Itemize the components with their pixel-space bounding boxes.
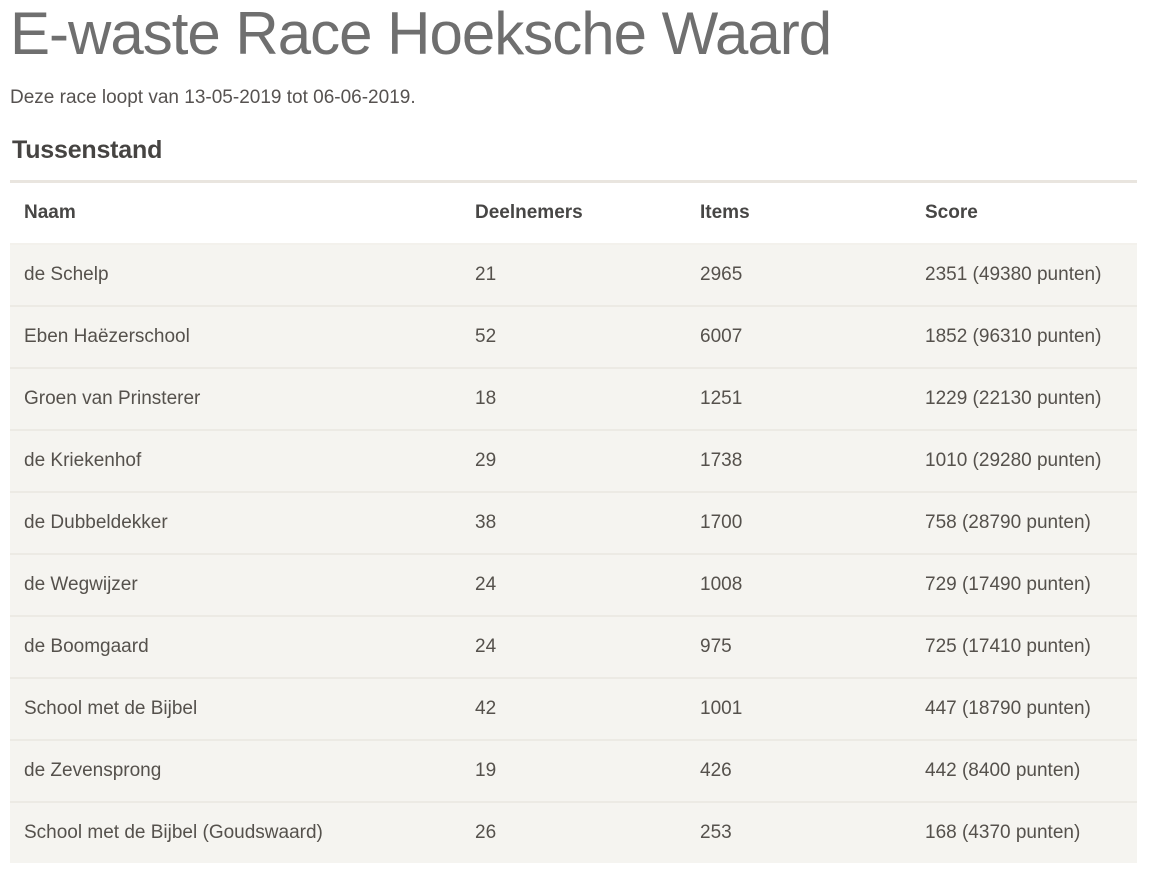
column-header-score: Score <box>911 182 1137 245</box>
table-row <box>10 554 1137 616</box>
cell-score: 1852 (96310 punten) <box>911 306 1137 368</box>
cell-items: 6007 <box>686 306 911 368</box>
cell-deelnemers: 24 <box>461 554 686 616</box>
table-row <box>10 368 1137 430</box>
table-row <box>10 678 1137 740</box>
cell-naam: de Boomgaard <box>10 616 461 678</box>
standings-table-body <box>10 244 1137 863</box>
cell-naam: de Kriekenhof <box>10 430 461 492</box>
cell-naam: Eben Haëzerschool <box>10 306 461 368</box>
column-header-naam: Naam <box>10 182 461 245</box>
cell-items: 253 <box>686 802 911 863</box>
cell-score: 729 (17490 punten) <box>911 554 1137 616</box>
cell-naam: de Dubbeldekker <box>10 492 461 554</box>
cell-score: 725 (17410 punten) <box>911 616 1137 678</box>
cell-deelnemers: 38 <box>461 492 686 554</box>
table-row <box>10 616 1137 678</box>
race-dates-text: Deze race loopt van 13-05-2019 tot 06-06-2019. <box>10 87 416 108</box>
cell-score: 447 (18790 punten) <box>911 678 1137 740</box>
cell-items: 2965 <box>686 244 911 306</box>
cell-deelnemers: 18 <box>461 368 686 430</box>
cell-score: 168 (4370 punten) <box>911 802 1137 863</box>
table-row <box>10 492 1137 554</box>
cell-naam: Groen van Prinsterer <box>10 368 461 430</box>
column-header-items: Items <box>686 182 911 245</box>
cell-score: 2351 (49380 punten) <box>911 244 1137 306</box>
table-row <box>10 244 1137 306</box>
page <box>0 2 1146 863</box>
cell-deelnemers: 24 <box>461 616 686 678</box>
cell-score: 1229 (22130 punten) <box>911 368 1137 430</box>
table-row <box>10 740 1137 802</box>
cell-naam: de Zevensprong <box>10 740 461 802</box>
cell-items: 1251 <box>686 368 911 430</box>
cell-naam: School met de Bijbel <box>10 678 461 740</box>
cell-naam: de Wegwijzer <box>10 554 461 616</box>
cell-naam: School met de Bijbel (Goudswaard) <box>10 802 461 863</box>
cell-items: 1001 <box>686 678 911 740</box>
cell-score: 442 (8400 punten) <box>911 740 1137 802</box>
cell-deelnemers: 26 <box>461 802 686 863</box>
cell-score: 758 (28790 punten) <box>911 492 1137 554</box>
cell-items: 1008 <box>686 554 911 616</box>
cell-deelnemers: 19 <box>461 740 686 802</box>
cell-items: 1700 <box>686 492 911 554</box>
cell-deelnemers: 29 <box>461 430 686 492</box>
cell-naam: de Schelp <box>10 244 461 306</box>
table-row <box>10 306 1137 368</box>
cell-items: 426 <box>686 740 911 802</box>
cell-deelnemers: 52 <box>461 306 686 368</box>
column-header-deelnemers: Deelnemers <box>461 182 686 245</box>
cell-items: 975 <box>686 616 911 678</box>
standings-table <box>10 180 1137 863</box>
cell-deelnemers: 21 <box>461 244 686 306</box>
cell-score: 1010 (29280 punten) <box>911 430 1137 492</box>
table-row <box>10 430 1137 492</box>
table-row <box>10 802 1137 863</box>
page-title: E-waste Race Hoeksche Waard <box>10 0 832 67</box>
cell-deelnemers: 42 <box>461 678 686 740</box>
section-heading: Tussenstand <box>12 136 163 164</box>
table-header-row <box>10 182 1137 245</box>
cell-items: 1738 <box>686 430 911 492</box>
